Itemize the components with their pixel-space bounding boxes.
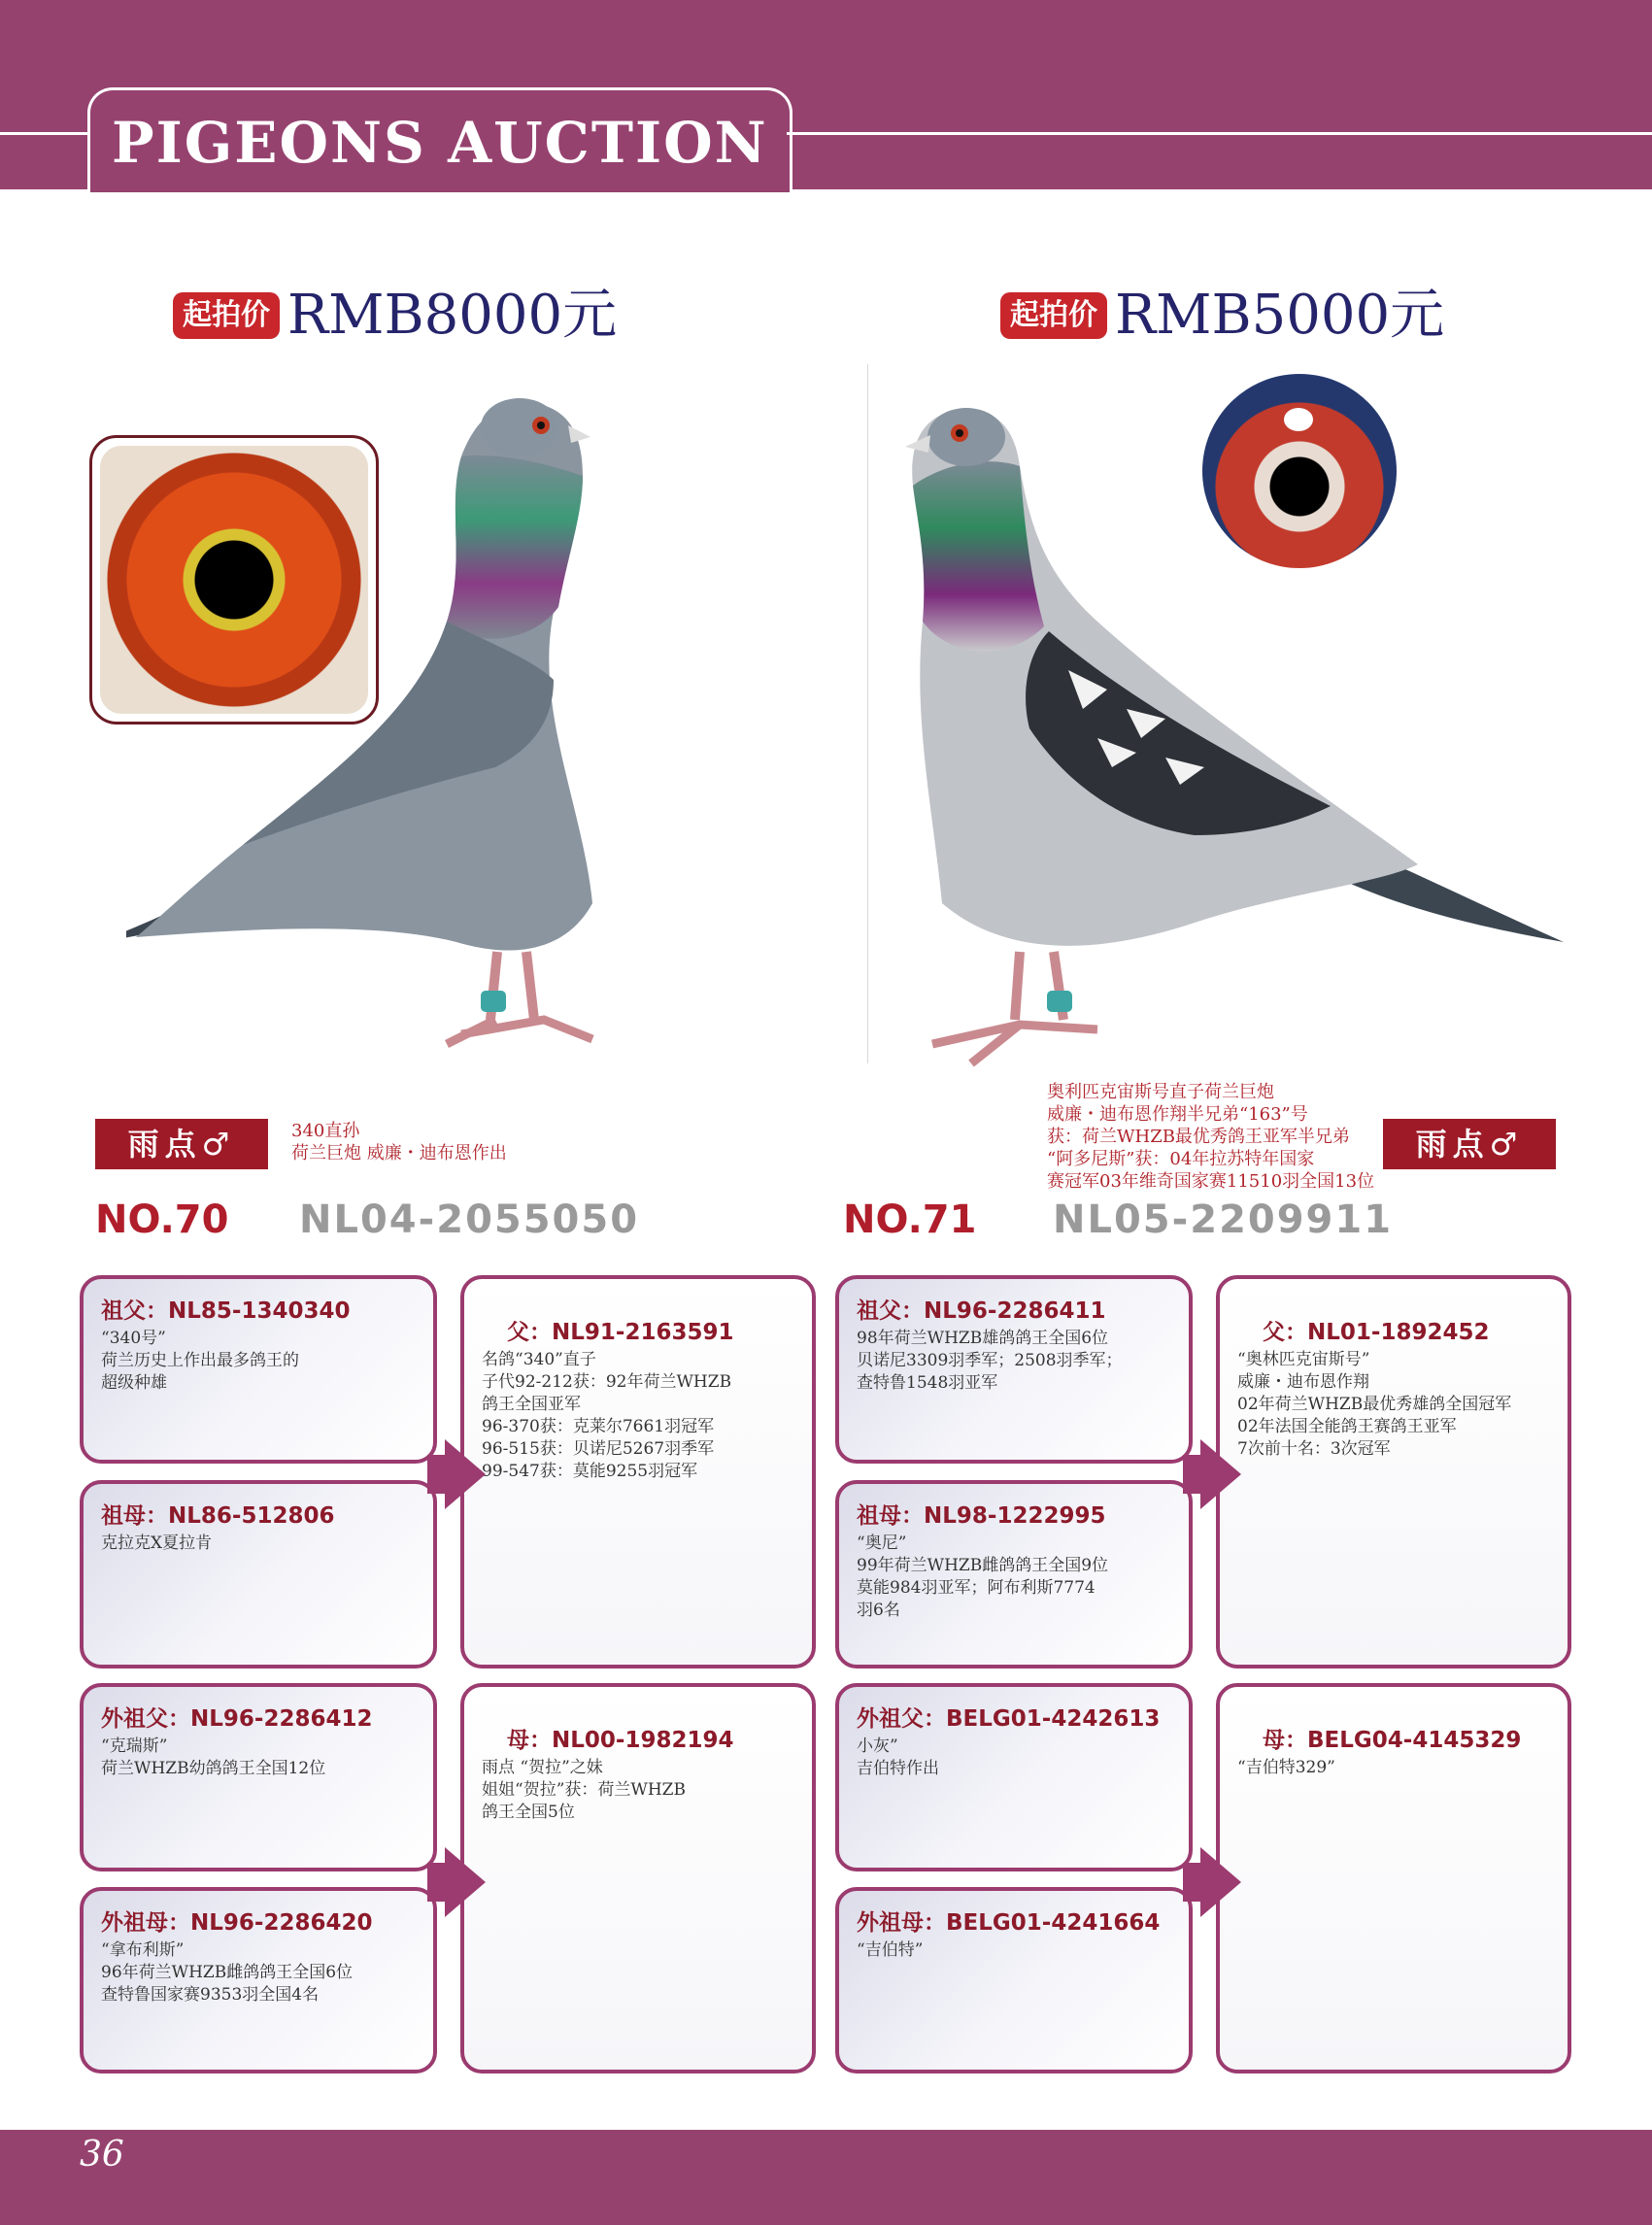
left-mat-grandmother-card [80, 1887, 437, 2073]
left-grandmother-title: 祖母：NL86-512806 [101, 1503, 335, 1529]
right-mat-grandfather-card [835, 1683, 1193, 1871]
header-rule-right [787, 132, 1652, 135]
right-pigeon-photo [874, 398, 1573, 1078]
right-grandfather-title: 祖父：NL96-2286411 [857, 1298, 1106, 1324]
left-mat-grandfather-body: “克瑞斯” 荷兰WHZB幼鸽鸽王全国12位 [101, 1736, 326, 1778]
right-father-body: “奥林匹克宙斯号” 威廉・迪布恩作翔 02年荷兰WHZB最优秀雄鸽全国冠军 02年法国全能鸽王赛鸽王亚军 7次前十名：3次冠军 [1237, 1350, 1512, 1459]
left-price-label: 起拍价 [173, 292, 280, 339]
center-divider [867, 364, 868, 1063]
right-grandmother-title: 祖母：NL98-1222995 [857, 1503, 1106, 1529]
footer-band [0, 2130, 1652, 2225]
right-mat-grandmother-title: 外祖母：BELG01-4241664 [857, 1910, 1161, 1936]
page-title: PIGEONS AUCTION [112, 110, 768, 176]
left-grandmother-card [80, 1480, 437, 1669]
right-price-label: 起拍价 [1000, 292, 1107, 339]
right-grandmother-card [835, 1480, 1193, 1669]
header-rule-left [0, 132, 89, 135]
left-lot-number: NO.70 [95, 1197, 229, 1242]
right-ring-number: NL05-2209911 [1053, 1197, 1394, 1242]
right-father-card [1216, 1275, 1571, 1669]
left-mother-title: 母：NL00-1982194 [507, 1728, 734, 1753]
right-mother-body: “吉伯特329” [1237, 1758, 1335, 1777]
left-mat-grandmother-body: “拿布利斯” 96年荷兰WHZB雌鸽鸽王全国6位 查特鲁国家赛9353羽全国4名 [101, 1940, 354, 2005]
right-mother-title: 母：BELG04-4145329 [1263, 1728, 1522, 1753]
left-grandfather-body: “340号” 荷兰历史上作出最多鸽王的 超级种雄 [101, 1329, 299, 1393]
right-mat-grandfather-body: 小灰” 吉伯特作出 [857, 1736, 939, 1778]
left-bird-note: 340直孙 荷兰巨炮 威廉・迪布恩作出 [291, 1121, 507, 1163]
right-grandfather-body: 98年荷兰WHZB雄鸽鸽王全国6位 贝诺尼3309羽季军；2508羽季军； 查特鲁1548羽亚军 [857, 1329, 1123, 1393]
right-grandmother-body: “奥尼” 99年荷兰WHZB雌鸽鸽王全国9位 莫能984羽亚军；阿布利斯7774 羽6名 [857, 1534, 1109, 1620]
right-mat-grandfather-title: 外祖父：BELG01-4242613 [857, 1706, 1161, 1732]
left-price [173, 282, 617, 350]
right-top-arrow [1200, 1439, 1241, 1509]
right-mother-card [1216, 1683, 1571, 2073]
right-mat-grandmother-card [835, 1887, 1193, 2073]
left-name-tag: 雨点♂ [95, 1119, 268, 1169]
right-mat-grandmother-body: “吉伯特” [857, 1940, 924, 1960]
left-father-card [460, 1275, 816, 1669]
left-ring-number: NL04-2055050 [299, 1197, 640, 1242]
left-mat-grandfather-title: 外祖父：NL96-2286412 [101, 1706, 373, 1732]
right-price-value: RMB5000元 [1115, 284, 1445, 347]
left-grandmother-body: 克拉克X夏拉肯 [101, 1534, 213, 1553]
left-mat-grandfather-card [80, 1683, 437, 1871]
right-price [1000, 282, 1444, 350]
right-name-tag: 雨点♂ [1383, 1119, 1556, 1169]
right-grandfather-card [835, 1275, 1193, 1464]
left-top-arrow [445, 1439, 486, 1509]
right-father-title: 父：NL01-1892452 [1263, 1320, 1490, 1345]
right-bird-note: 奥利匹克宙斯号直子荷兰巨炮 威廉・迪布恩作翔半兄弟“163”号 获：荷兰WHZB最优秀鸽王亚军半兄弟 “阿多尼斯”获：04年拉苏特年国家 赛冠军03年维奇国家赛11510羽全国13位 [1047, 1082, 1375, 1192]
page-number: 36 [80, 2135, 124, 2174]
right-bottom-arrow [1200, 1847, 1241, 1917]
left-father-title: 父：NL91-2163591 [507, 1320, 734, 1345]
left-mother-body: 雨点 “贺拉”之妹 姐姐“贺拉”获：荷兰WHZB 鸽王全国5位 [482, 1758, 686, 1822]
left-grandfather-title: 祖父：NL85-1340340 [101, 1298, 351, 1324]
left-mat-grandmother-title: 外祖母：NL96-2286420 [101, 1910, 373, 1936]
left-mother-card [460, 1683, 816, 2073]
left-bottom-arrow [445, 1847, 486, 1917]
left-father-body: 名鸽“340”直子 子代92-212获：92年荷兰WHZB 鸽王全国亚军 96-370获：克莱尔7661羽冠军 96-515获：贝诺尼5267羽季军 99-547获：莫能9255羽冠军 [482, 1350, 732, 1481]
left-grandfather-card [80, 1275, 437, 1464]
left-price-value: RMB8000元 [287, 284, 618, 347]
right-lot-number: NO.71 [843, 1197, 977, 1242]
left-pigeon-photo [126, 398, 806, 1078]
